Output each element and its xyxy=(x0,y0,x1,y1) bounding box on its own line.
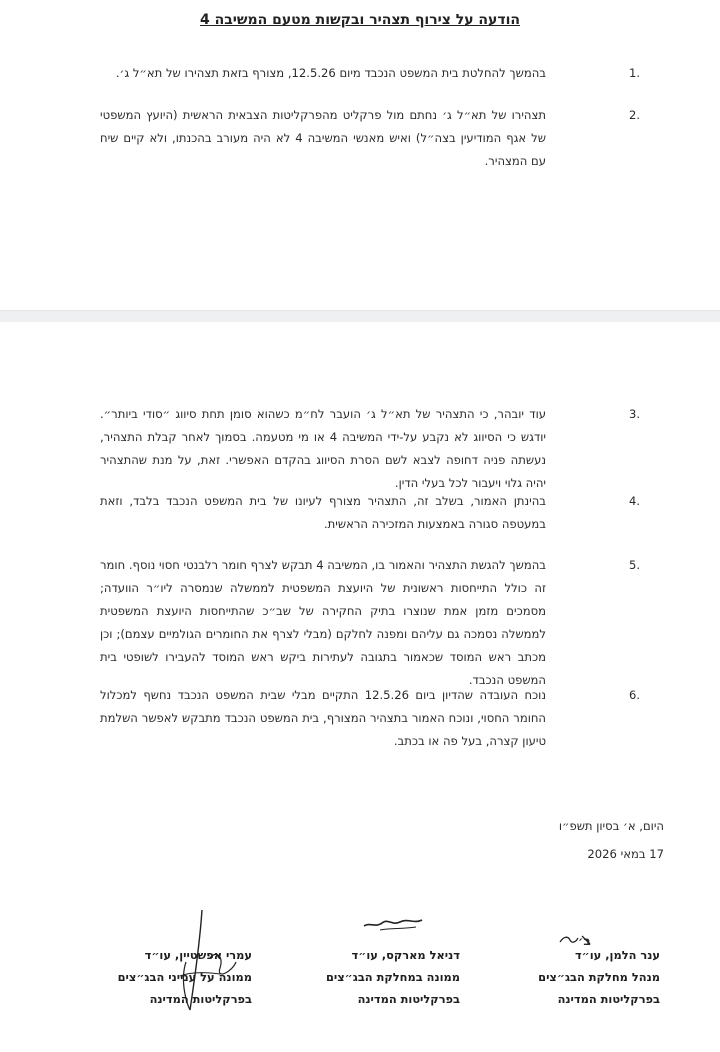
signatory-role: ממונה על ענייני הבג״צים xyxy=(117,970,252,984)
paragraph-text: תצהירו של תא״ל ג׳ נחתם מול פרקליט מהפרקליטות הצבאית הראשית (היועץ המשפטי של אגף המודיעין בצה״ל) ואיש מאנשי המשיבה 4 לא היה מעורב בהכנתו, ולא קיים שיח עם המצהיר. xyxy=(100,108,546,168)
paragraph-6 xyxy=(100,684,640,753)
paragraph-text: בהמשך להחלטת בית המשפט הנכבד מיום 12.5.26, מצורף בזאת תצהירו של תא״ל ג׳. xyxy=(115,66,546,80)
paragraph-text: עוד יובהר, כי התצהיר של תא״ל ג׳ הועבר לח״מ כשהוא סומן תחת סיווג ״סודי ביותר״. יודגש כי הסיווג לא נקבע על-ידי המשיבה 4 או מי מטעמה. בסמוך לאחר קבלת התצהיר, נעשתה פניה דחופה לצבא לשם הסרת הסיווג בהקדם האפשרי. זאת, על מנת שהתצהיר יהיה גלוי ויעבור לכל בעלי הדין. xyxy=(100,407,546,490)
signatory-office: בפרקליטות המדינה xyxy=(557,992,660,1006)
signatory-office: בפרקליטות המדינה xyxy=(149,992,252,1006)
paragraph-number: 1. xyxy=(629,66,640,80)
signatory-role: ממונה במחלקת הבג״צים xyxy=(325,970,460,984)
signature-mark: ב׳ xyxy=(578,934,591,948)
signatory-name: עמרי אפשטיין, עו״ד xyxy=(144,948,252,962)
signature-scribble-marks xyxy=(360,912,430,936)
paragraph-4 xyxy=(100,490,640,536)
paragraph-2 xyxy=(100,104,640,173)
signatory-name: דניאל מארקס, עו״ד xyxy=(351,948,460,962)
document-date xyxy=(540,812,664,868)
paragraph-number: 6. xyxy=(629,688,640,702)
paragraph-1 xyxy=(100,62,640,85)
paragraph-3 xyxy=(100,403,640,495)
paragraph-number: 3. xyxy=(629,407,640,421)
signatory-role: מנהל מחלקת הבג״צים xyxy=(538,970,660,984)
paragraph-text: בהינתן האמור, בשלב זה, התצהיר מצורף לעיונו של בית המשפט הנכבד בלבד, וזאת במעטפה סגורה באמצעות המזכירה הראשית. xyxy=(100,494,546,531)
signatory-epstein xyxy=(92,944,252,1010)
paragraph-text: נוכח העובדה שהדיון ביום 12.5.26 התקיים מבלי שבית המשפט הנכבד נחשף למכלול החומר החסוי, ונוכח האמור בתצהיר המצורף, בית המשפט הנכבד מתבקש לאפשר השלמת טיעון קצרה, בעל פה או בכתב. xyxy=(100,688,546,748)
paragraph-text: בהמשך להגשת התצהיר והאמור בו, המשיבה 4 תבקש לצרף חומר רלבנטי חסוי נוסף. חומר זה כולל התייחסות ראשונית של היועצת המשפטית לממשלה שנמסרה ליו״ר הוועדה; מסמכים מזמן אמת שנוצרו בתיק החקירה של שב״כ שהתייחסות היועצת המשפטית לממשלה נסמכה גם עליהם ומפנה לחלקם (מבלי לצרף את החומרים הגולמיים עצמם); וכן מכתב ראש המוסד שכאמור בתגובה לעתירות ביקש ראש המוסד להעבירו לשופטי בית המשפט הנכבד. xyxy=(100,558,547,687)
paragraph-5 xyxy=(100,554,640,692)
document-title: הודעה על צירוף תצהיר ובקשות מטעם המשיבה 4 xyxy=(199,12,521,28)
date-hebrew: היום, א׳ בסיון תשפ״ו xyxy=(558,819,664,833)
signatory-marks xyxy=(300,944,460,1010)
signatory-helman xyxy=(520,944,660,1010)
signatory-office: בפרקליטות המדינה xyxy=(357,992,460,1006)
paragraph-number: 2. xyxy=(629,108,640,122)
signatory-name: ענר הלמן, עו״ד xyxy=(574,948,660,962)
date-gregorian: 17 במאי 2026 xyxy=(587,847,664,861)
paragraph-number: 5. xyxy=(629,558,640,572)
paragraph-number: 4. xyxy=(629,494,640,508)
